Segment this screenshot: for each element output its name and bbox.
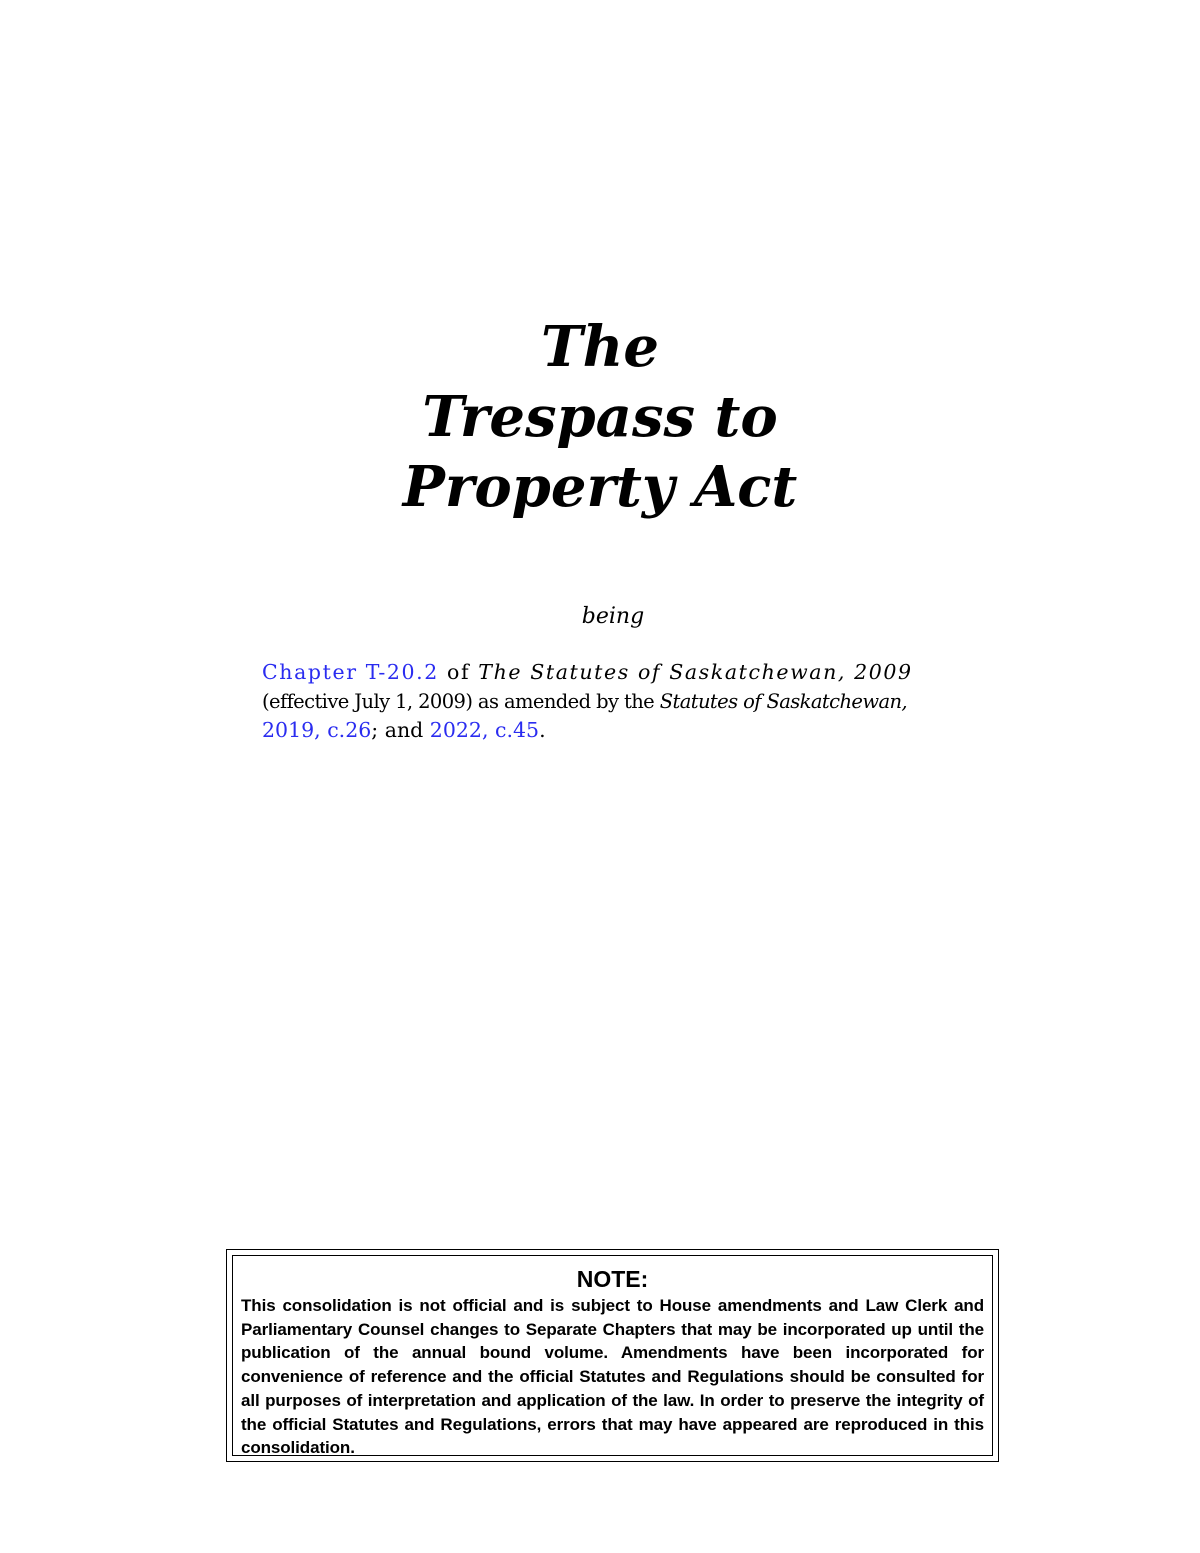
- note-box: [226, 1249, 999, 1462]
- being-label: being: [581, 604, 645, 629]
- chapter-link[interactable]: Chapter T-20.2: [262, 660, 439, 684]
- note-body: This consolidation is not official and is subject to House amendments and Law Clerk and Parliamentary Counsel changes to Separate Chapters that may be incorporated up until the publication of the annual bound volume. Amendments have been incorporated for convenience of reference and the official Statutes and Regulations should be consulted for all purposes of interpretation and application of the law. In order to preserve the integrity of the official Statutes and Regulations, errors that may have appeared are reproduced in this consolidation.: [241, 1296, 984, 1458]
- citation-paragraph: [262, 658, 972, 745]
- note-box-inner: [232, 1255, 993, 1456]
- separator-text: ; and: [371, 718, 430, 742]
- of-text: of: [438, 660, 479, 684]
- amendment-link-2022[interactable]: 2022, c.45: [429, 718, 540, 742]
- note-heading: NOTE:: [576, 1266, 649, 1292]
- statutes-title: The Statutes of Saskatchewan, 2009: [478, 660, 913, 684]
- act-title-line-3: Property Act: [402, 454, 798, 520]
- citation-line-1: [262, 658, 972, 687]
- statutes-reference: Statutes of Saskatchewan,: [659, 690, 908, 713]
- amendment-link-2019[interactable]: 2019, c.26: [262, 718, 372, 742]
- end-punctuation: .: [539, 718, 546, 742]
- effective-text: (effective July 1, 2009) as amended by the: [262, 690, 660, 713]
- citation-line-3: [262, 716, 972, 745]
- citation-line-2: [262, 687, 972, 716]
- act-title-line-1: The: [540, 314, 659, 380]
- act-title: [0, 312, 1200, 522]
- act-title-line-2: Trespass to: [422, 384, 778, 450]
